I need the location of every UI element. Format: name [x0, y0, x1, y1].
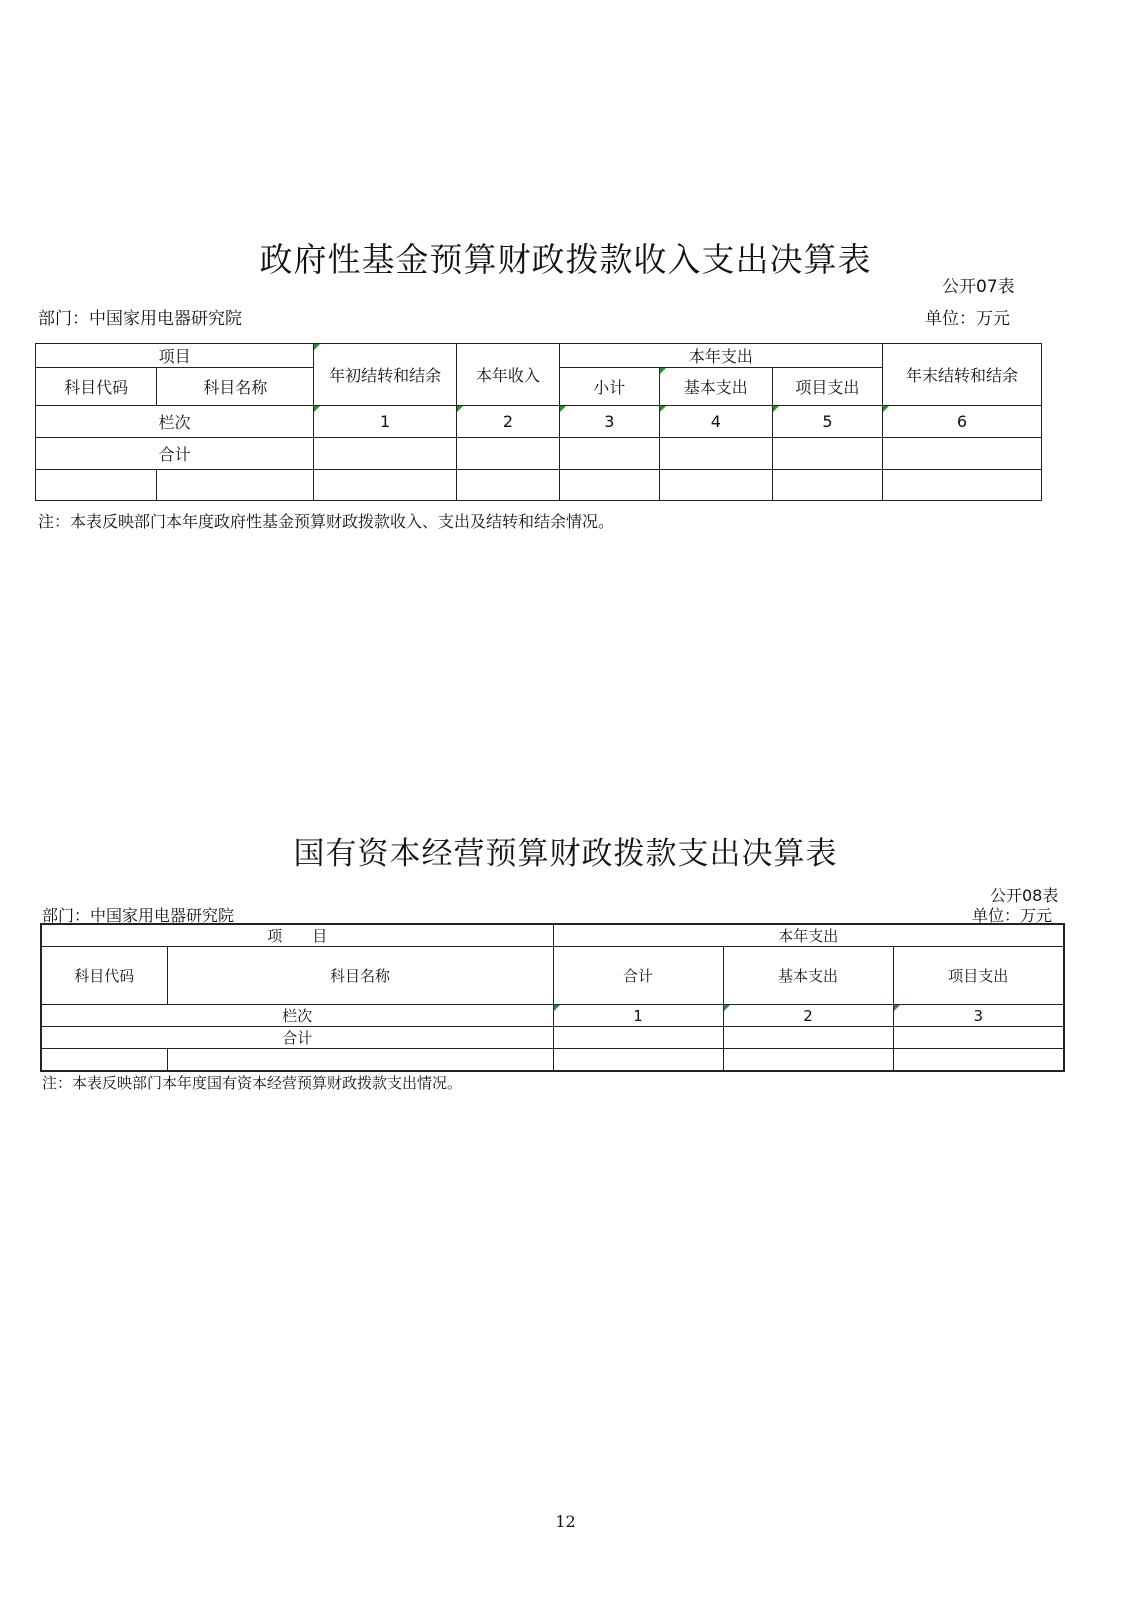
- column-4: 4: [659, 406, 772, 438]
- column-3: 3: [559, 406, 659, 438]
- table-cell: [314, 438, 457, 470]
- table-cell: [36, 470, 157, 501]
- header-basic: 基本支出: [659, 368, 772, 406]
- table-cell: [659, 438, 772, 470]
- table-cell: [772, 470, 882, 501]
- table1-grid: [35, 343, 1042, 501]
- table-cell: [559, 470, 659, 501]
- header-project: 项目支出: [772, 368, 882, 406]
- header-subject-name: 科目名称: [157, 368, 314, 406]
- table-cell: [659, 470, 772, 501]
- header-begin-balance: 年初结转和结余: [314, 344, 457, 406]
- table1-department: 部门：中国家用电器研究院: [38, 309, 242, 329]
- table-cell: [893, 1049, 1064, 1071]
- table2-title: 国有资本经营预算财政拨款支出决算表: [293, 836, 838, 872]
- header-expense: 本年支出: [559, 344, 882, 368]
- t2-column-row-label: 栏次: [41, 1005, 553, 1027]
- column-1: 1: [314, 406, 457, 438]
- table-cell: [723, 1027, 893, 1049]
- table-cell: [882, 470, 1041, 501]
- column-6: 6: [882, 406, 1041, 438]
- header-end-balance: 年末结转和结余: [882, 344, 1041, 406]
- t2-header-subject-name: 科目名称: [167, 947, 553, 1005]
- table-cell: [559, 438, 659, 470]
- header-income: 本年收入: [456, 344, 559, 406]
- table2-number: 公开08表: [990, 886, 1059, 905]
- page-number: 12: [555, 1512, 576, 1531]
- table-cell: [553, 1027, 723, 1049]
- header-item: 项目: [36, 344, 314, 368]
- header-subject-code: 科目代码: [36, 368, 157, 406]
- column-2: 2: [456, 406, 559, 438]
- table-cell: [882, 438, 1041, 470]
- t2-total-row-label: 合计: [41, 1027, 553, 1049]
- t2-column-3: 3: [893, 1005, 1064, 1027]
- table2-note: 注：本表反映部门本年度国有资本经营预算财政拨款支出情况。: [42, 1074, 463, 1092]
- table-cell: [41, 1049, 167, 1071]
- table2-unit: 单位：万元: [972, 906, 1053, 925]
- t2-header-expense: 本年支出: [553, 924, 1064, 947]
- table-cell: [167, 1049, 553, 1071]
- table2-department: 部门：中国家用电器研究院: [42, 906, 235, 925]
- table-cell: [456, 438, 559, 470]
- table1-unit: 单位：万元: [925, 309, 1010, 329]
- table-cell: [314, 470, 457, 501]
- t2-header-total: 合计: [553, 947, 723, 1005]
- table-cell: [723, 1049, 893, 1071]
- total-row-label: 合计: [36, 438, 314, 470]
- table-cell: [772, 438, 882, 470]
- t2-column-2: 2: [723, 1005, 893, 1027]
- table-cell: [553, 1049, 723, 1071]
- t2-header-basic: 基本支出: [723, 947, 893, 1005]
- table1-note: 注：本表反映部门本年度政府性基金预算财政拨款收入、支出及结转和结余情况。: [38, 512, 615, 531]
- column-row-label: 栏次: [36, 406, 314, 438]
- table-cell: [456, 470, 559, 501]
- column-5: 5: [772, 406, 882, 438]
- header-subtotal: 小计: [559, 368, 659, 406]
- table-cell: [157, 470, 314, 501]
- table2-grid: [40, 923, 1065, 1072]
- table1-title: 政府性基金预算财政拨款收入支出决算表: [259, 240, 872, 279]
- t2-header-project: 项目支出: [893, 947, 1064, 1005]
- table1-number: 公开07表: [942, 277, 1015, 297]
- t2-column-1: 1: [553, 1005, 723, 1027]
- t2-header-item: 项 目: [41, 924, 553, 947]
- t2-header-subject-code: 科目代码: [41, 947, 167, 1005]
- table-cell: [893, 1027, 1064, 1049]
